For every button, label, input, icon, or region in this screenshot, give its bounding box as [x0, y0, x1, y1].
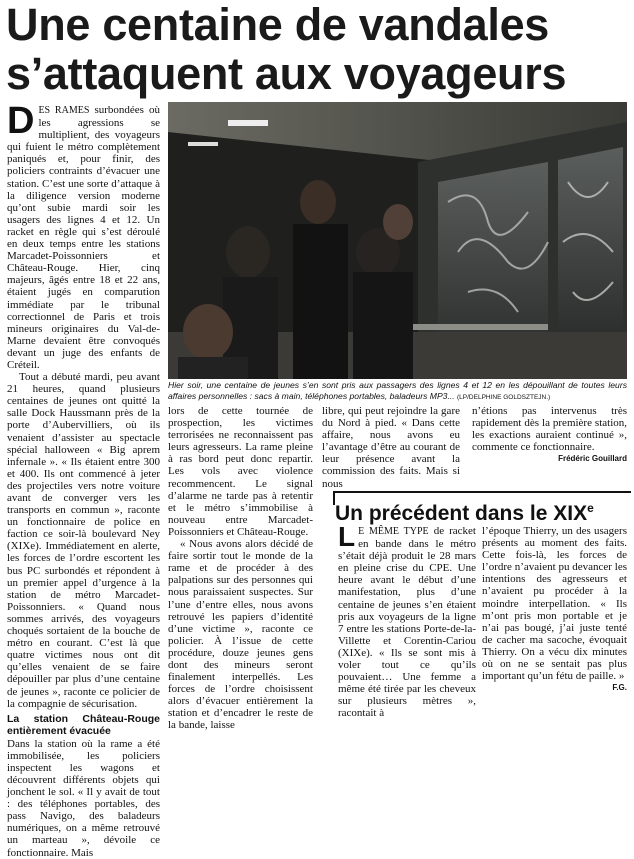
sidebar-signature: F.G.	[612, 683, 627, 693]
article-paragraph-3: Dans la station où la rame a été immobilisée, les policiers inspectent les wagons et découvrent différents objets qui jonchent le sol. « Il y avait de tout : des téléphones portables, des pass Navigo, des baladeurs numériques, on a même retrouvé un marteau », dévoile ce fonctionnaire. Mais	[7, 737, 160, 859]
article-column-1	[7, 100, 160, 859]
article-column-2	[168, 405, 313, 732]
article-paragraph-2: Tout a débuté mardi, peu avant 21 heures, quand plusieurs centaines de jeunes ont quitté la salle Dock Haussmann près de la porte d’Aubervilliers, où ils venaient d’assister au spectacle spécial halloween « Big aprem infernale ». « Ils étaient entre 300 et 400. Ils ont commencé à jeter des projectiles vers notre voiture avant de converger vers les transports en commun », raconte un fonctionnaire de police en faction ce soir-là boulevard Ney (XIXe). Immédiatement en alerte, les forces de l’ordre escortent les bus PC surbondés et répondent à un premier appel d’urgence à la station de métro Marcadet-Poissonniers. « Quand nous sommes arrivés, des voyageurs choqués sortaient de la bouche de métro en courant. C’est là que quatre victimes nous ont dit qu’elles venaient de se faire dépouiller par plus d’une centaine de jeunes », raconte ce policier de la compagnie de sécurisation.	[7, 371, 160, 710]
sidebar-paragraph-2: l’époque Thierry, un des usagers présents au moment des faits. Cette fois-là, les forces de l’ordre n’avaient pu devancer les intentions des agresseurs et n’avaient pu procéder à la moindre interpellation. « Ils m’ont pris mon portable et je n’ai pas bougé, j’ai juste tenté de cacher ma sacoche, évoquait Thierry. On a vécu dix minutes où on ne se sentait pas plus important qu’un fétu de paille. »	[482, 525, 627, 683]
sidebar-column-1	[338, 521, 476, 720]
article-column-3	[322, 405, 460, 489]
article-subhead: La station Château-Rouge entièrement évacuée	[7, 712, 160, 737]
sidebar-lead-smallcaps: E MÊME TYPE	[358, 526, 429, 537]
photo-caption	[168, 380, 627, 403]
sidebar-rule-top	[333, 491, 631, 493]
article-signature: Frédéric Gouillard	[558, 454, 627, 464]
sidebar-lead-paragraph	[338, 521, 476, 720]
sidebar-title-sup: e	[587, 501, 594, 515]
metro-photo-image	[168, 102, 627, 379]
sidebar-dropcap: L	[338, 521, 356, 552]
article-paragraph-6: libre, qui peut rejoindre la gare du Nord à pied. « Dans cette affaire, nous avons eu l’avantage d’être au courant de leur présence avant la commission des faits. Mais si nous	[322, 405, 460, 490]
sidebar-title-text: Un précédent dans le XIX	[335, 502, 588, 525]
sidebar-column-2	[482, 525, 627, 693]
headline	[6, 0, 630, 98]
article-paragraph-7: n’étions pas intervenus très rapidement dès la première station, les exactions auraient continué », commente ce fonctionnaire.	[472, 405, 627, 454]
article-lead-text: surbondées où les agressions se multiplient, des voyageurs qui fuient le métro complètement paniqués et, pour finir, des policiers contraints d’évacuer une station. C’est une sorte d’attaque à la diligence version moderne qu’ont subie mardi soir les usagers des lignes 4 et 12. Un racket en règle qui s’est déroulé en deux temps entre les stations Marcadet-Poissonniers et Château-Rouge. Hier, cinq majeurs, âgés entre 18 et 22 ans, étaient jugés en comparution immédiate par le tribunal correctionnel de Paris et trois mineurs originaires du Val-de-Marne devaient être convoqués devant un juge des enfants de Créteil.	[7, 104, 160, 371]
sidebar-title	[335, 495, 594, 527]
article-dropcap: D	[7, 100, 35, 142]
article-lead-smallcaps: ES RAMES	[38, 105, 90, 116]
metro-photo	[168, 102, 627, 379]
article-lead-paragraph	[7, 100, 160, 371]
article-paragraph-5: « Nous avons alors décidé de faire sortir tout le monde de la rame et de procéder à des palpations sur des personnes qui nous paraissaient suspectes. Sur l’une d’entre elles, nous avons retrouvé les papiers d’identité d’une victime », raconte ce policier. À l’issue de cette procédure, douze jeunes gens dont des mineurs seront finalement interpellés. Les forces de l’ordre choisissent alors d’évacuer entièrement la station et d’encadrer le reste de la bande, laisse	[168, 538, 313, 732]
photo-caption-text: Hier soir, une centaine de jeunes s’en sont pris aux passagers des lignes 4 et 12 en les dépouillant de toutes leurs affaires personnelles : sacs à main, téléphones portables, baladeurs MP3...	[168, 380, 627, 401]
headline-line-1: Une centaine de vandales	[6, 0, 550, 50]
photo-credit: (LP/DELPHINE GOLDSZTEJN.)	[457, 394, 551, 401]
headline-line-2: s’attaquent aux voyageurs	[6, 48, 567, 99]
sidebar-lead-text: de racket en bande dans le métro s’était déjà produit le 28 mars en pleine crise du CPE. Une heure avant le début d’une manifestation, plus d’une centaine de jeunes s’en étaient pris aux voyageurs de la ligne 7 entre les stations Porte-de-la-Villette et Corentin-Cariou (XIXe). « Ils se sont mis à voler tout ce qu’ils pouvaient… Une femme a même été tirée par les cheveux sur plusieurs mètres », racontait à	[338, 525, 476, 720]
article-column-4	[472, 405, 627, 491]
article-paragraph-4: lors de cette tournée de prospection, les victimes terrorisées ne reconnaissent pas leurs agresseurs. La rame pleine à ras bord peut donc repartir. Les vols avec violence recommencent. Le signal d’alarme ne tarde pas à retentir et le métro s’immobilise à nouveau entre Marcadet-Poissonniers et Château-Rouge.	[168, 405, 313, 538]
